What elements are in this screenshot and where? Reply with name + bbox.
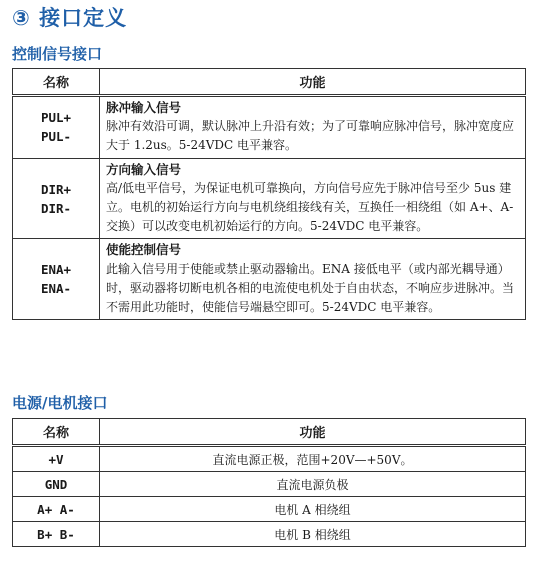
signal-description	[100, 96, 526, 159]
signal-name-cell	[13, 96, 100, 159]
terminal-name: +V	[13, 446, 100, 472]
terminal-name: A+ A-	[13, 497, 100, 522]
signal-body: 脉冲有效沿可调，默认脉冲上升沿有效；为了可靠响应脉冲信号，脉冲宽度应大于 1.2us。5-24VDC 电平兼容。	[106, 119, 515, 153]
table-row	[13, 158, 526, 239]
signal-name: DIR-	[40, 200, 72, 216]
signal-description	[100, 158, 526, 239]
table-row	[13, 446, 526, 472]
section-title: ③ 接口定义	[12, 6, 128, 30]
table-header-row	[13, 69, 526, 96]
signal-title: 使能控制信号	[106, 242, 182, 258]
signal-body: 高/低电平信号，为保证电机可靠换向，方向信号应先于脉冲信号至少 5us 建立。电机的初始运行方向与电机绕组接线有关，互换任一相绕组（如 A+、A-交换）可以改变电机初始运行的方向。5-24VDC 电平兼容。	[106, 180, 514, 234]
power-motor-table	[12, 418, 526, 547]
signal-body: 此输入信号用于使能或禁止驱动器输出。ENA 接低电平（或内部光耦导通）时，驱动器将切断电机各相的电流使电机处于自由状态，不响应步进脉冲。当不需用此功能时，使能信号端悬空即可。5-24VDC 电平兼容。	[106, 261, 515, 315]
header-name: 名称	[13, 69, 100, 96]
table-row	[13, 239, 526, 320]
terminal-function: 直流电源正极，范围+20V—+50V。	[100, 446, 526, 472]
table-header-row	[13, 419, 526, 446]
terminal-function: 直流电源负极	[100, 472, 526, 497]
signal-name: DIR+	[40, 181, 72, 197]
signal-title: 方向输入信号	[106, 161, 182, 177]
terminal-function: 电机 B 相绕组	[100, 522, 526, 547]
power-motor-heading: 电源/电机接口	[12, 394, 108, 412]
control-signal-heading: 控制信号接口	[12, 45, 103, 63]
terminal-name: GND	[13, 472, 100, 497]
signal-name-cell	[13, 239, 100, 320]
control-signal-table	[12, 68, 526, 320]
header-name: 名称	[13, 419, 100, 446]
signal-name: ENA+	[40, 262, 72, 278]
terminal-name: B+ B-	[13, 522, 100, 547]
table-row	[13, 497, 526, 522]
signal-name-cell	[13, 158, 100, 239]
table-row	[13, 96, 526, 159]
table-row	[13, 522, 526, 547]
terminal-function: 电机 A 相绕组	[100, 497, 526, 522]
signal-name: PUL+	[40, 110, 72, 126]
table-row	[13, 472, 526, 497]
header-function: 功能	[100, 69, 526, 96]
header-function: 功能	[100, 419, 526, 446]
signal-name: ENA-	[40, 281, 72, 297]
signal-title: 脉冲输入信号	[106, 100, 182, 115]
signal-description	[100, 239, 526, 320]
signal-name: PUL-	[40, 129, 72, 145]
